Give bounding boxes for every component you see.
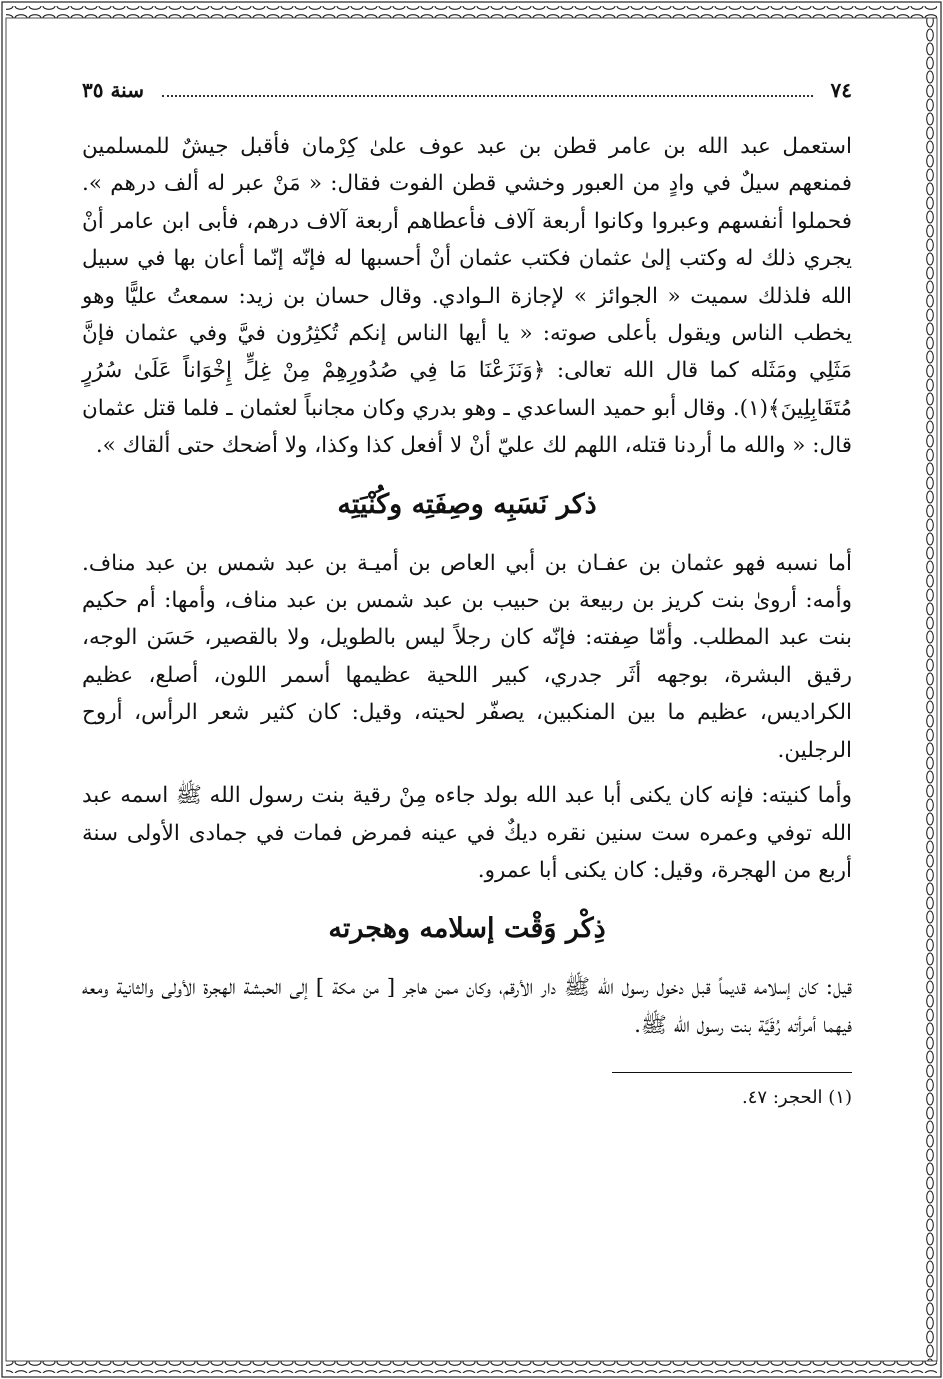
year-label: سنة ٣٥ bbox=[82, 78, 144, 102]
footnote: (١) الحجر: ٤٧. bbox=[742, 1087, 852, 1109]
section3-heading: ذِكْر وَقْت إسلامه وهجرته bbox=[328, 913, 606, 945]
header-dotted-leader bbox=[162, 95, 813, 97]
section2-paragraph2: وأما كنيته: فإنه كان يكنى أبا عبد الله بولد جاءه مِنْ رقية بنت رسول الله ﷺ اسمه عبد الله توفي وعمره ست سنين نقره ديكٌ في عينه فمرض فمات في جمادى الأولى سنة أربع من الهجرة، وقيل: كان يكنى أبا عمرو. bbox=[82, 783, 852, 883]
book-page bbox=[82, 72, 852, 1352]
section1-paragraph: استعمل عبد الله بن عامر قطن بن عبد عوف علىٰ كِرْمان فأقبل جيشٌ للمسلمين فمنعهم سيلٌ في وادٍ من العبور وخشي قطن الفوت فقال: « مَنْ عبر له ألف درهم ». فحملوا أنفسهم وعبروا وكانوا أربعة آلاف فأعطاهم أربعة آلاف درهم، فأبى ابن عامر أنْ يجري ذلك له وكتب إلىٰ عثمان فكتب عثمان أنْ أحسبها له فإنّه إنّما أعان بها في سبيل الله فلذلك سميت « الجوائز » لإجازة الـوادي. وقال حسان بن زيد: سمعتُ عليًّا وهو يخطب الناس ويقول بأعلى صوته: « يا أيها الناس إنكم تُكثِرُون فيَّ وفي عثمان فإنَّ مَثَلِي ومَثَله كما قال الله تعالى: ﴿وَنَزَعْنَا مَا فِي صُدُورِهِمْ مِنْ غِلٍّ إِخْوَاناً عَلَىٰ سُرُرٍ مُتَقَابِلِينَ﴾(١). وقال أبو حميد الساعدي ـ وهو بدري وكان مجانباً لعثمان ـ فلما قتل عثمان قال: « والله ما أردنا قتله، اللهم لك عليّ أنْ لا أفعل كذا وكذا، ولا أضحك حتى ألقاك ». bbox=[82, 134, 852, 459]
page-number: ٧٤ bbox=[830, 78, 852, 102]
running-header bbox=[82, 72, 852, 108]
footnote-rule bbox=[612, 1072, 852, 1073]
section2-paragraph1: أما نسبه فهو عثمان بن عفـان بن أبي العاص بن أميـة بن عبد شمس بن عبد مناف. وأمه: أروىٰ بنت كريز بن ربيعة بن حبيب بن عبد شمس بن عبد مناف، وأمها: أم حكيم بنت عبد المطلب. وأمّا صِفته: فإنّه كان رجلاً ليس بالطويل، ولا بالقصير، حَسَن الوجه، رقيق البشرة، بوجهه أثَر جدري، كبير اللحية عظيمها أسمر اللون، أصلع، عظيم الكراديس، عظيم ما بين المنكبين، يصفّر لحيته، وقيل: كان كثير شعر الرأس، أروح الرجلين. bbox=[82, 550, 852, 763]
section3-paragraph: قيل: كان إسلامه قديماً قبل دخول رسول الله ﷺ دار الأرقم، وكان ممن هاجر [ من مكة ] إلى الحبشة الهجرة الأولى والثانية ومعه فيهما أمرأته رُقَيَّة بنت رسول الله ﷺ. bbox=[82, 975, 852, 1038]
section2-heading: ذكر نَسَبِه وصِفَتِه وكُنْيَتِه bbox=[337, 488, 597, 520]
body-text bbox=[82, 128, 852, 465]
